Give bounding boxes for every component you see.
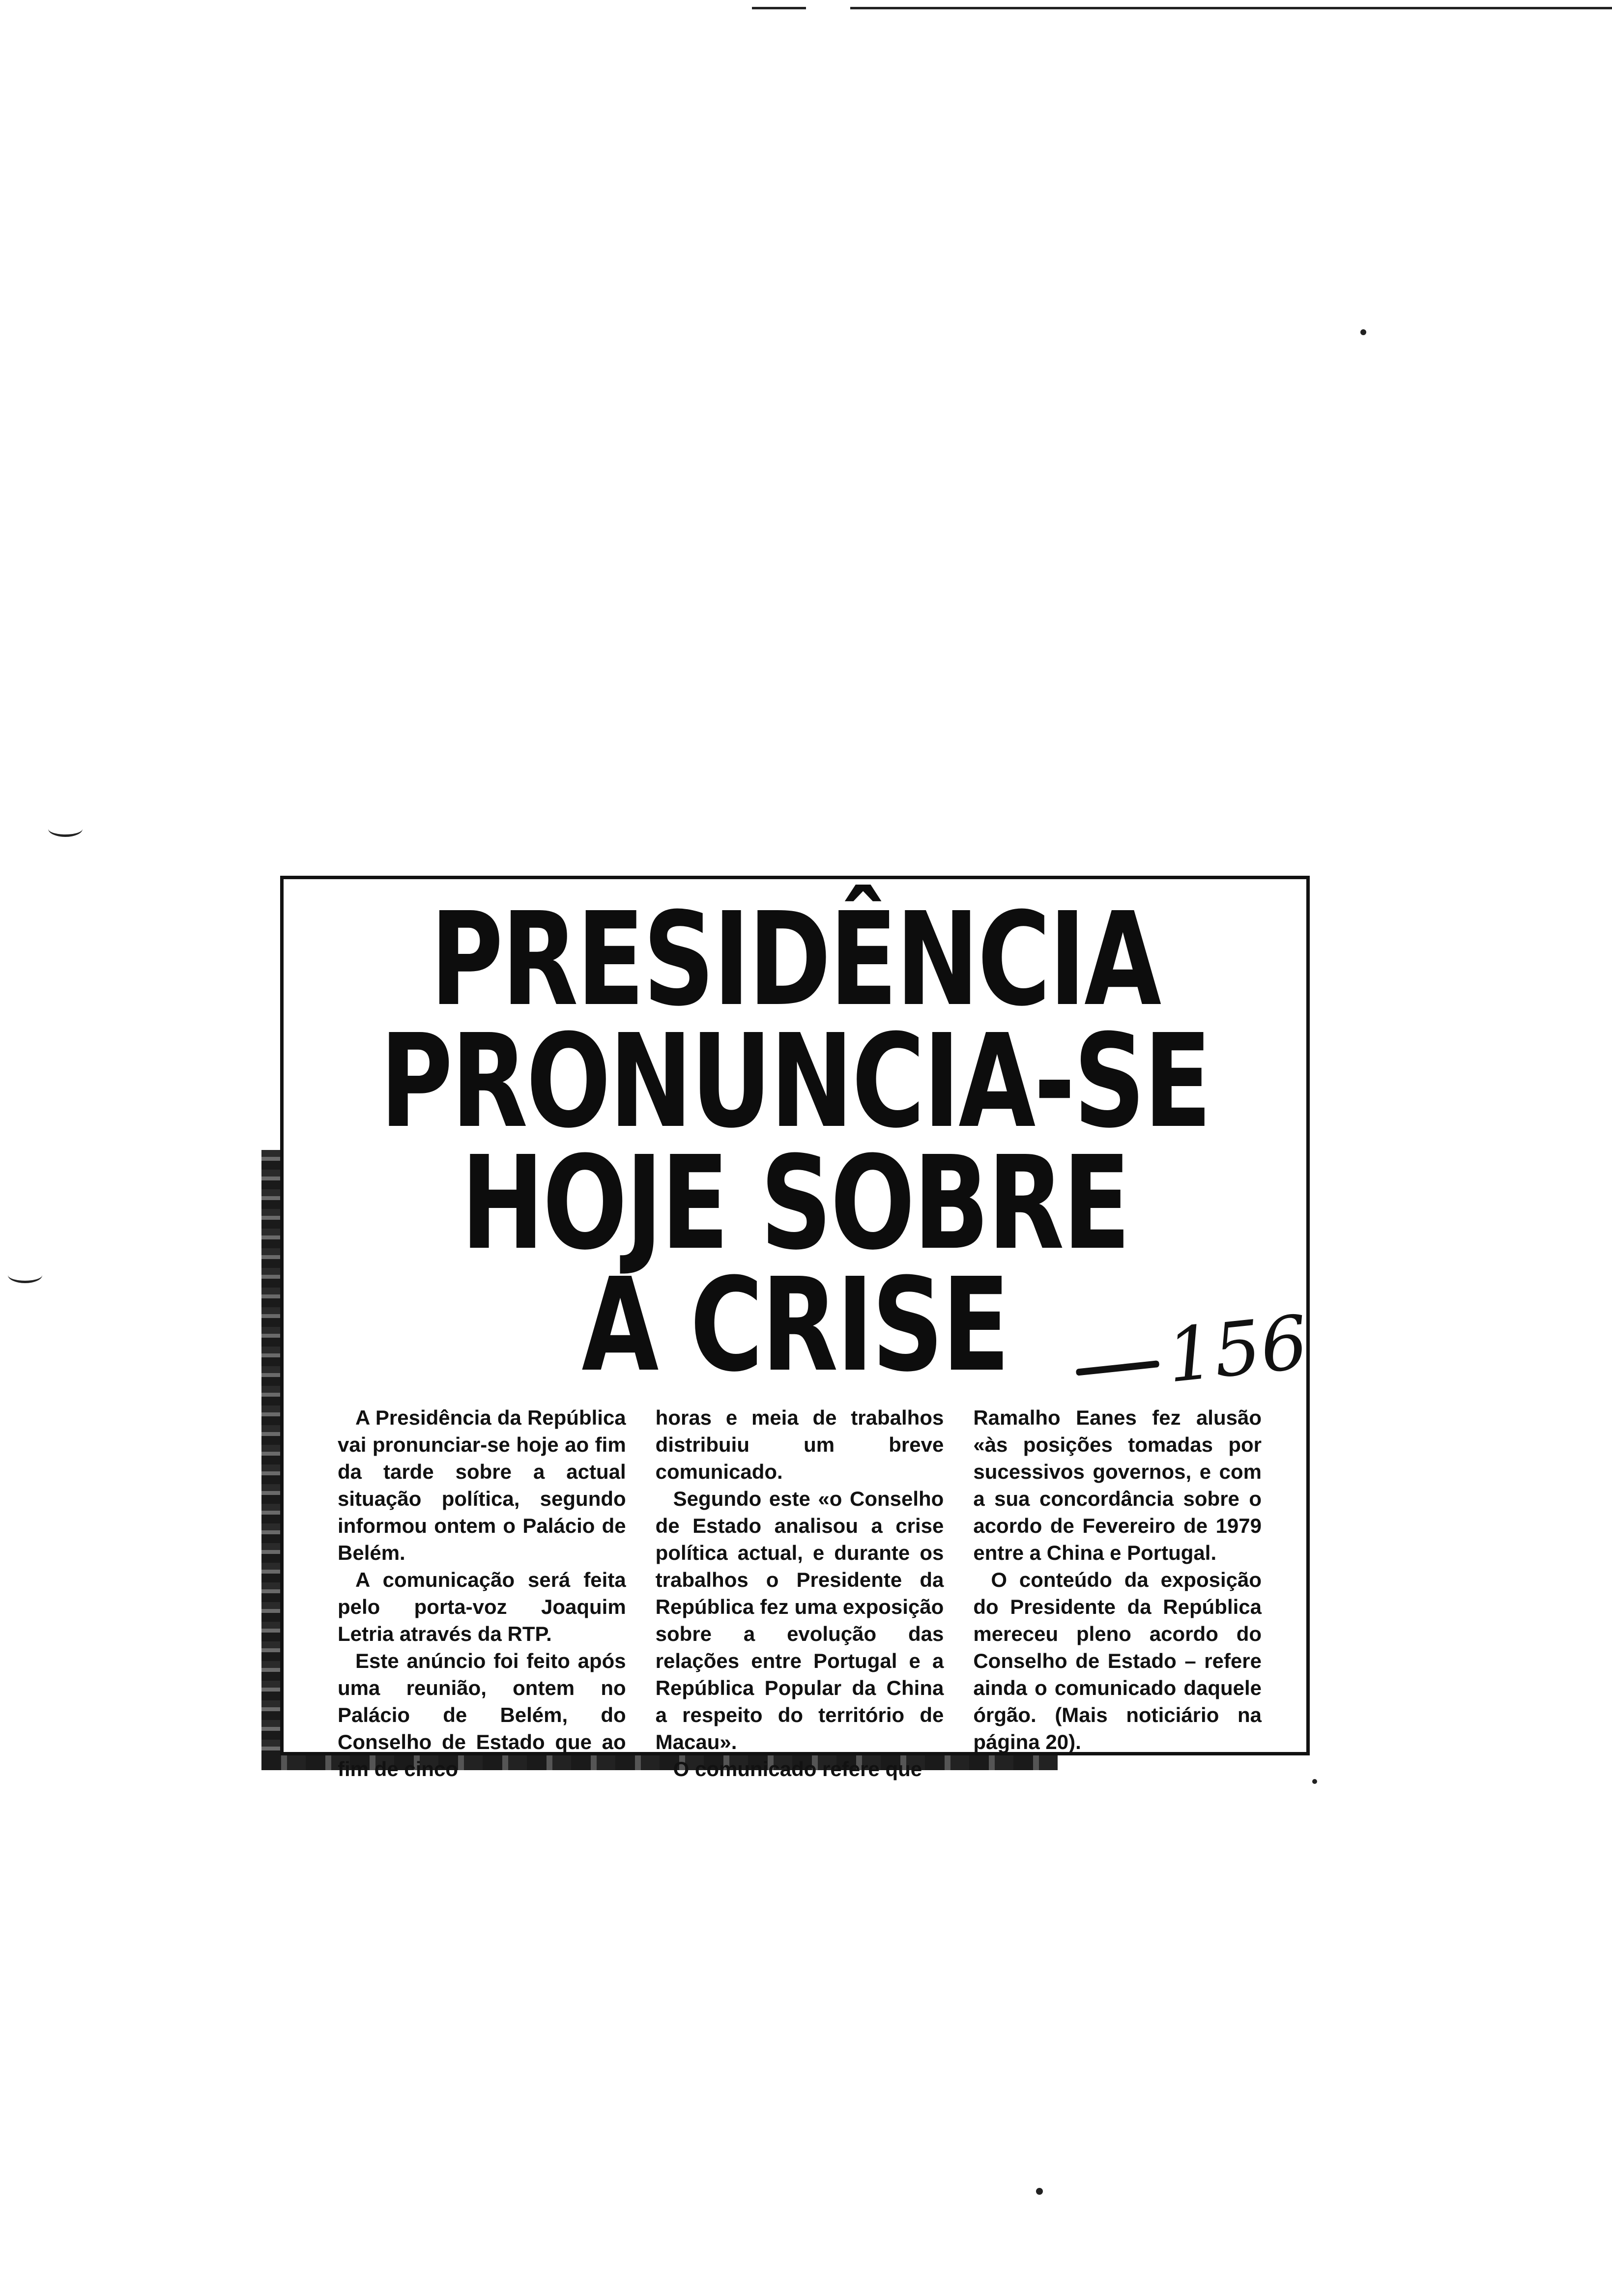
- headline-line-3: HOJE SOBRE: [461, 1128, 1129, 1278]
- clipping-shadow-left: [261, 1150, 280, 1769]
- paragraph: O conteúdo da exposição do Presidente da República mereceu pleno acordo do Conselho de Estado – refere ainda o comunicado daquele órgão. (Mais noticiário na página 20).: [973, 1568, 1262, 1753]
- handwritten-dash: [1076, 1360, 1160, 1376]
- scan-top-rule-long: [850, 7, 1612, 9]
- paragraph: A comunicação será feita pelo porta-voz Joaquim Letria através da RTP.: [338, 1568, 626, 1645]
- newspaper-clipping: [280, 876, 1312, 1780]
- paragraph: O comunicado refere que: [673, 1757, 922, 1780]
- handwritten-annotation-text: 156: [1163, 1299, 1312, 1400]
- scan-speck: [1036, 2188, 1043, 2195]
- article-column-2: [655, 1404, 944, 1780]
- scan-edge-mark: [48, 821, 83, 837]
- scan-speck: [1312, 1779, 1317, 1784]
- article-column-1: [338, 1404, 626, 1780]
- paragraph: Segundo este «o Conselho de Estado analisou a crise política actual, e durante os trabalhos o Presidente da República fez uma exposição sobre a evolução das relações entre Portugal e a República Popular da China a respeito do território de Macau».: [655, 1487, 944, 1753]
- scan-edge-mark: [8, 1267, 42, 1283]
- paragraph: Este anúncio foi feito após uma reunião, ontem no Palácio de Belém, do Conselho de Estado que ao fim de cinco: [338, 1649, 626, 1780]
- headline-line-1: PRESIDÊNCIA: [430, 885, 1160, 1034]
- paragraph: horas e meia de trabalhos distribuiu um breve comunicado.: [655, 1406, 944, 1483]
- paragraph: A Presidência da República vai pronunciar-se hoje ao fim da tarde sobre a actual situação política, segundo informou ontem o Palácio de Belém.: [338, 1406, 626, 1564]
- paragraph: Ramalho Eanes fez alusão «às posições tomadas por sucessivos governos, e com a sua concordância sobre o acordo de Fevereiro de 1979 entre a China e Portugal.: [973, 1406, 1262, 1564]
- scan-top-rule: [752, 7, 806, 9]
- article-body: [338, 1404, 1262, 1780]
- headline: [355, 885, 1235, 1400]
- headline-line-2: PRONUNCIA-SE: [379, 1006, 1210, 1156]
- article-column-3: [973, 1404, 1262, 1753]
- headline-line-4: A CRISE: [581, 1250, 1008, 1400]
- scan-speck: [1360, 329, 1366, 335]
